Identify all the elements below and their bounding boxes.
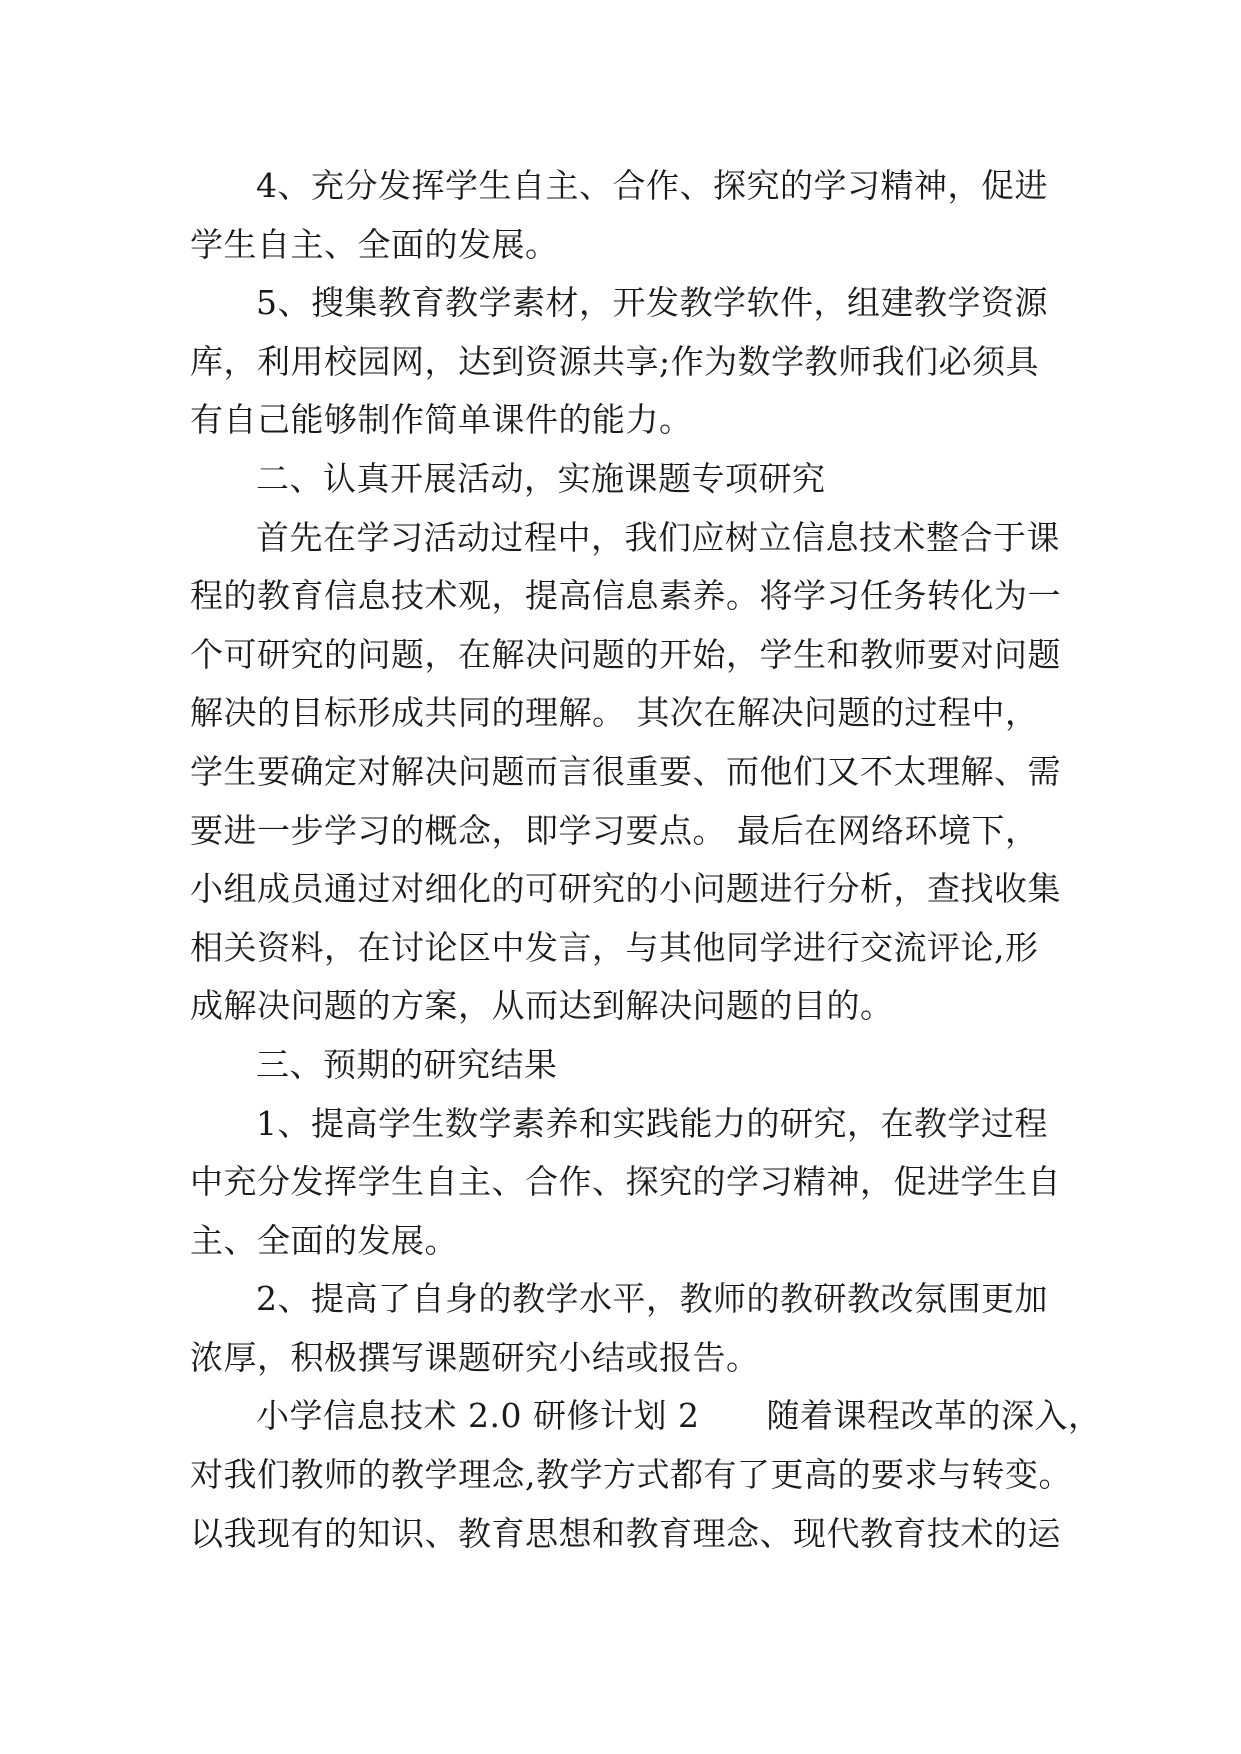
text-line: 2、提高了自身的教学水平，教师的教研教改氛围更加: [256, 1279, 1048, 1319]
text-line: 5、搜集教育教学素材，开发教学软件，组建教学资源: [256, 283, 1048, 323]
text-line: 首先在学习活动过程中，我们应树立信息技术整合于课: [256, 517, 1060, 557]
text-line: 有自己能够制作简单课件的能力。: [190, 400, 693, 440]
section-heading: 三、预期的研究结果: [256, 1044, 558, 1084]
section-heading: 二、认真开展活动，实施课题专项研究: [256, 458, 826, 498]
document-body: [190, 157, 1102, 1563]
text-line: 4、充分发挥学生自主、合作、探究的学习精神，促进: [256, 166, 1048, 205]
text-line: 成解决问题的方案，从而达到解决问题的目的。: [190, 986, 894, 1026]
text-line: 对我们教师的教学理念,教学方式都有了更高的要求与转变。: [190, 1455, 1072, 1495]
text-line: 学生要确定对解决问题而言很重要、而他们又不太理解、需: [190, 751, 1061, 791]
text-line: 浓厚，积极撰写课题研究小结或报告。: [190, 1337, 760, 1377]
text-line: 学生自主、全面的发展。: [190, 224, 559, 264]
text-line: 库，利用校园网，达到资源共享;作为数学教师我们必须具: [190, 341, 1040, 381]
text-line: 中充分发挥学生自主、合作、探究的学习精神，促进学生自: [190, 1162, 1061, 1202]
text-line: 1、提高学生数学素养和实践能力的研究，在教学过程: [256, 1103, 1048, 1143]
text-line: 要进一步学习的概念，即学习要点。 最后在网络环境下，: [190, 810, 1039, 850]
text-line: 主、全面的发展。: [190, 1220, 458, 1260]
text-line: 小学信息技术 2.0 研修计划 2 随着课程改革的深入，: [256, 1396, 1102, 1436]
text-line: 程的教育信息技术观，提高信息素养。将学习任务转化为一: [190, 576, 1061, 616]
text-line: 个可研究的问题，在解决问题的开始，学生和教师要对问题: [190, 634, 1061, 674]
text-line: 以我现有的知识、教育思想和教育理念、现代教育技术的运: [190, 1513, 1061, 1553]
text-line: 相关资料，在讨论区中发言，与其他同学进行交流评论,形: [190, 927, 1039, 967]
text-line: 小组成员通过对细化的可研究的小问题进行分析，查找收集: [190, 869, 1061, 909]
text-line: 解决的目标形成共同的理解。 其次在解决问题的过程中，: [190, 693, 1039, 733]
